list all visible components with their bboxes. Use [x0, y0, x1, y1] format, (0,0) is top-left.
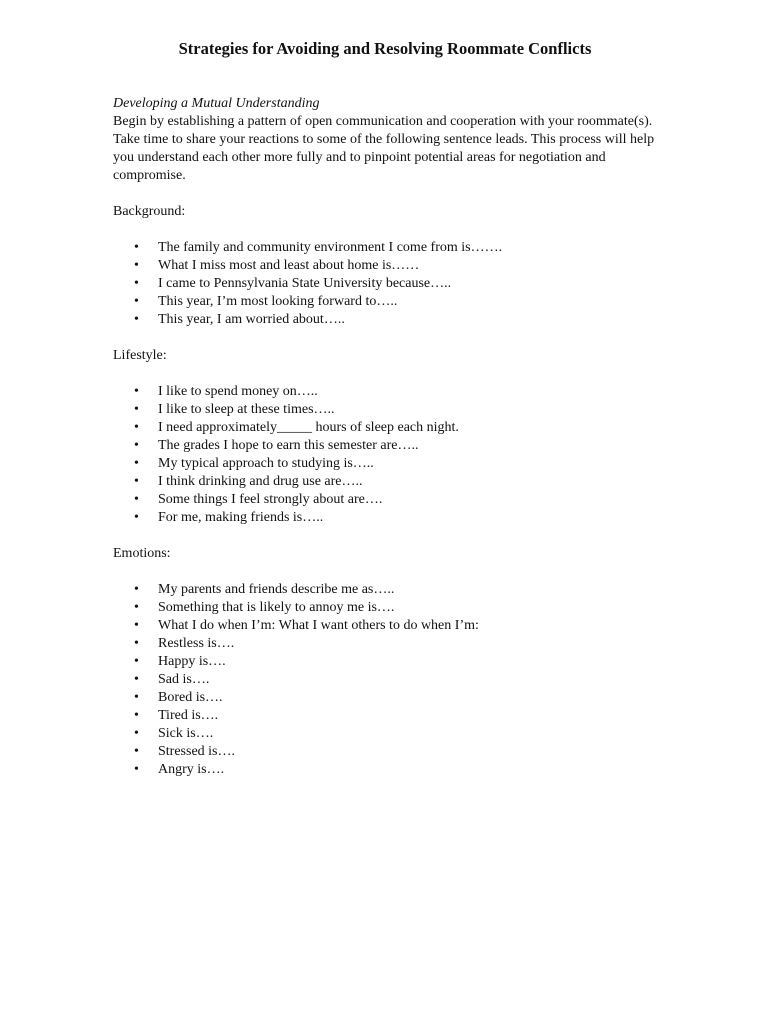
list-item: [113, 761, 673, 779]
bullet-icon: •: [134, 600, 139, 615]
intro-paragraph: Begin by establishing a pattern of open communication and cooperation with your roommate(s). Take time to share your reactions to some of the following sentence leads. This process will help you understand each other more fully and to pinpoint potential areas for negotiation and compromise.: [113, 114, 655, 183]
list-item: [113, 419, 673, 437]
list-item-text: Restless is….: [158, 636, 235, 651]
list-item: [113, 239, 673, 257]
list-item: [113, 581, 673, 599]
bullet-icon: •: [134, 636, 139, 651]
list-item-text: My parents and friends describe me as…..: [158, 582, 395, 597]
bullet-icon: •: [134, 258, 139, 273]
bullet-icon: •: [134, 474, 139, 489]
list-item: [113, 617, 673, 635]
list-item-text: Sad is….: [158, 672, 210, 687]
bullet-icon: •: [134, 510, 139, 525]
list-item-text: I like to spend money on…..: [158, 384, 318, 399]
section-label: Background:: [113, 204, 186, 219]
list-item: [113, 455, 673, 473]
bullet-list: [113, 581, 673, 779]
list-item-text: This year, I’m most looking forward to…..: [158, 294, 398, 309]
bullet-icon: •: [134, 618, 139, 633]
list-item: [113, 275, 673, 293]
list-item: [113, 635, 673, 653]
list-item-text: I think drinking and drug use are…..: [158, 474, 363, 489]
list-item-text: This year, I am worried about…..: [158, 312, 345, 327]
bullet-icon: •: [134, 438, 139, 453]
list-item-text: The family and community environment I come from is…….: [158, 240, 503, 255]
bullet-icon: •: [134, 312, 139, 327]
list-item: [113, 725, 673, 743]
section-subtitle: Developing a Mutual Understanding: [113, 96, 320, 111]
bullet-icon: •: [134, 402, 139, 417]
list-item: [113, 599, 673, 617]
bullet-list: [113, 239, 673, 329]
bullet-icon: •: [134, 672, 139, 687]
list-item-text: I need approximately_____ hours of sleep each night.: [158, 420, 459, 435]
bullet-list: [113, 383, 673, 527]
document-body: [113, 95, 673, 779]
list-item: [113, 401, 673, 419]
bullet-icon: •: [134, 492, 139, 507]
page-title: Strategies for Avoiding and Resolving Roommate Conflicts: [178, 39, 592, 58]
bullet-icon: •: [134, 690, 139, 705]
list-item: [113, 707, 673, 725]
list-item: [113, 437, 673, 455]
list-item: [113, 383, 673, 401]
bullet-icon: •: [134, 384, 139, 399]
sections-container: [113, 203, 673, 779]
list-item-text: Stressed is….: [158, 744, 235, 759]
bullet-icon: •: [134, 726, 139, 741]
list-item-text: I like to sleep at these times…..: [158, 402, 335, 417]
list-item: [113, 293, 673, 311]
list-item-text: Happy is….: [158, 654, 226, 669]
list-item-text: For me, making friends is…..: [158, 510, 324, 525]
bullet-icon: •: [134, 654, 139, 669]
list-item-text: Angry is….: [158, 762, 225, 777]
bullet-icon: •: [134, 240, 139, 255]
list-item-text: My typical approach to studying is…..: [158, 456, 374, 471]
list-item-text: I came to Pennsylvania State University because…..: [158, 276, 452, 291]
list-item-text: What I do when I’m: What I want others to do when I’m:: [158, 618, 479, 633]
list-item-text: The grades I hope to earn this semester are…..: [158, 438, 419, 453]
list-item: [113, 311, 673, 329]
bullet-icon: •: [134, 708, 139, 723]
section-label: Emotions:: [113, 546, 171, 561]
list-item-text: Bored is….: [158, 690, 223, 705]
list-item: [113, 257, 673, 275]
bullet-icon: •: [134, 762, 139, 777]
list-item-text: What I miss most and least about home is……: [158, 258, 420, 273]
bullet-icon: •: [134, 276, 139, 291]
list-item-text: Sick is….: [158, 726, 214, 741]
list-item: [113, 671, 673, 689]
list-item-text: Some things I feel strongly about are….: [158, 492, 383, 507]
list-item: [113, 473, 673, 491]
bullet-icon: •: [134, 456, 139, 471]
list-item-text: Tired is….: [158, 708, 219, 723]
bullet-icon: •: [134, 294, 139, 309]
list-item: [113, 689, 673, 707]
list-item: [113, 491, 673, 509]
list-item-text: Something that is likely to annoy me is….: [158, 600, 395, 615]
list-item: [113, 509, 673, 527]
list-item: [113, 653, 673, 671]
bullet-icon: •: [134, 582, 139, 597]
bullet-icon: •: [134, 744, 139, 759]
list-item: [113, 743, 673, 761]
section-label: Lifestyle:: [113, 348, 167, 363]
bullet-icon: •: [134, 420, 139, 435]
